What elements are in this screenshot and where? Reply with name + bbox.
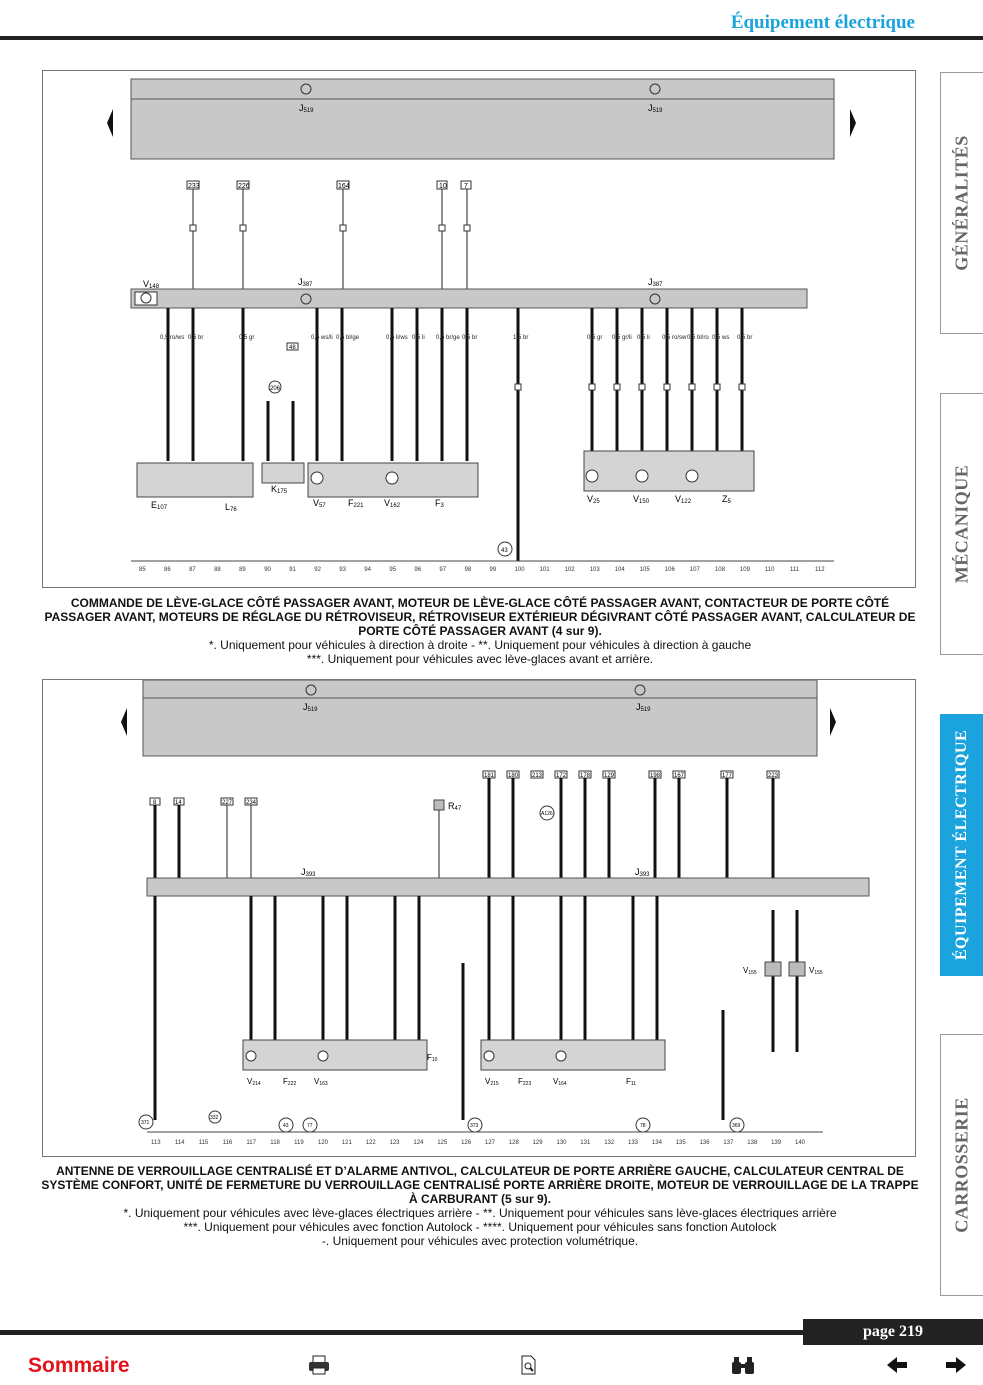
ruler-numbers bbox=[151, 1140, 806, 1146]
module-j393 bbox=[147, 878, 869, 896]
svg-text:F222: F222 bbox=[283, 1077, 297, 1087]
svg-text:F11: F11 bbox=[626, 1077, 637, 1087]
caption-1-note-1: *. Uniquement pour véhicules à direction à droite - **. Uniquement pour véhicules à direction à gauche bbox=[208, 638, 752, 652]
caption-1-note-2: ***. Uniquement pour véhicules avec lève-glaces avant et arrière. bbox=[306, 652, 654, 666]
svg-text:226: 226 bbox=[238, 183, 250, 190]
ruler-number: 100 bbox=[514, 567, 525, 573]
ruler-number: 109 bbox=[739, 567, 750, 573]
svg-text:369: 369 bbox=[732, 1123, 741, 1129]
ruler-number: 111 bbox=[790, 567, 800, 573]
wiring-diagram-2 bbox=[42, 679, 916, 1157]
ruler-number: 107 bbox=[689, 567, 700, 573]
ruler-number: 118 bbox=[270, 1140, 280, 1146]
ruler-number: 128 bbox=[508, 1140, 519, 1146]
svg-text:8: 8 bbox=[153, 800, 157, 806]
svg-text:0,5 gr: 0,5 gr bbox=[587, 335, 603, 341]
ruler-number: 95 bbox=[389, 567, 397, 573]
ruler-number: 117 bbox=[246, 1140, 256, 1146]
ruler-number: 136 bbox=[699, 1140, 710, 1146]
svg-text:164: 164 bbox=[338, 183, 350, 190]
caption-diagram-1 bbox=[40, 596, 920, 666]
ruler-number: 90 bbox=[264, 567, 271, 573]
svg-text:0,5 ws: 0,5 ws bbox=[712, 335, 730, 341]
svg-text:F223: F223 bbox=[518, 1077, 532, 1087]
diagram-prev-arrow[interactable] bbox=[121, 708, 127, 736]
svg-text:K175: K175 bbox=[271, 484, 288, 495]
arrow-right-icon[interactable] bbox=[944, 1354, 970, 1378]
ref-a126-label: A126 bbox=[541, 811, 553, 817]
ruler-number: 110 bbox=[764, 567, 775, 573]
svg-text:227: 227 bbox=[222, 800, 233, 806]
svg-text:213: 213 bbox=[532, 773, 543, 779]
svg-text:0,5 br: 0,5 br bbox=[188, 335, 204, 341]
ruler-number: 105 bbox=[639, 567, 650, 573]
svg-text:L76: L76 bbox=[225, 502, 237, 513]
svg-text:0,5 gr/li: 0,5 gr/li bbox=[612, 335, 632, 341]
svg-text:0,5 br: 0,5 br bbox=[737, 335, 753, 341]
ruler-number: 124 bbox=[413, 1140, 424, 1146]
svg-text:233: 233 bbox=[188, 183, 200, 190]
svg-text:178: 178 bbox=[580, 773, 591, 779]
ruler-number: 102 bbox=[564, 567, 575, 573]
ruler-number: 88 bbox=[214, 567, 221, 573]
svg-text:0,5 bl/ro: 0,5 bl/ro bbox=[687, 335, 709, 341]
wiring-diagram-1 bbox=[42, 70, 916, 588]
svg-text:0,5 br/ge: 0,5 br/ge bbox=[436, 335, 460, 341]
ruler-number: 138 bbox=[747, 1140, 758, 1146]
ground-ref-43-label: 43 bbox=[501, 548, 508, 554]
wire-labels bbox=[160, 335, 752, 341]
ruler-number: 92 bbox=[314, 567, 321, 573]
ruler-number: 91 bbox=[289, 567, 296, 573]
svg-text:0,5 ro/sw: 0,5 ro/sw bbox=[662, 335, 687, 341]
svg-text:1,5 br: 1,5 br bbox=[513, 335, 529, 341]
label-j519-right: J519 bbox=[636, 702, 651, 713]
label-v148: V148 bbox=[143, 279, 160, 290]
wiring-diagram-2-svg bbox=[43, 680, 915, 1156]
component-lock-box-left bbox=[243, 1040, 427, 1070]
ruler-number: 126 bbox=[461, 1140, 472, 1146]
svg-text:198: 198 bbox=[650, 773, 661, 779]
svg-text:V155: V155 bbox=[743, 966, 757, 976]
ruler-number: 116 bbox=[222, 1140, 233, 1146]
bottom-ref-labels bbox=[141, 1115, 741, 1129]
page-number: page 219 bbox=[803, 1319, 983, 1345]
ruler-number: 132 bbox=[604, 1140, 615, 1146]
label-j387-left: J387 bbox=[298, 277, 313, 288]
label-j519-left: J519 bbox=[299, 103, 314, 114]
ruler-number: 131 bbox=[580, 1140, 591, 1146]
svg-text:234: 234 bbox=[246, 800, 257, 806]
svg-text:V162: V162 bbox=[384, 498, 401, 509]
module-j519 bbox=[131, 79, 834, 159]
svg-text:167: 167 bbox=[674, 773, 685, 779]
side-tab-carrosserie[interactable] bbox=[940, 1034, 983, 1296]
svg-text:V25: V25 bbox=[587, 494, 600, 505]
side-tab-equipement-electrique[interactable] bbox=[940, 714, 983, 976]
svg-text:0,5 ws/li: 0,5 ws/li bbox=[311, 335, 333, 341]
svg-text:177: 177 bbox=[722, 773, 733, 779]
ruler-numbers bbox=[139, 567, 825, 573]
component-k175-box bbox=[262, 463, 304, 483]
component-lock-box-right bbox=[481, 1040, 665, 1070]
svg-text:Z5: Z5 bbox=[722, 494, 731, 505]
label-j393-right: J393 bbox=[635, 867, 650, 878]
caption-2-note-2: ***. Uniquement pour véhicules avec fonction Autolock - ****. Uniquement pour véhicules sans fonction Autolock bbox=[183, 1220, 777, 1234]
ruler-number: 103 bbox=[589, 567, 600, 573]
svg-text:V155: V155 bbox=[809, 966, 823, 976]
svg-text:0,5 bl/ge: 0,5 bl/ge bbox=[336, 335, 360, 341]
ruler-number: 140 bbox=[795, 1140, 806, 1146]
ref-48-label: 48 bbox=[289, 345, 296, 351]
svg-text:7: 7 bbox=[464, 183, 468, 190]
svg-text:180: 180 bbox=[508, 773, 519, 779]
svg-text:10: 10 bbox=[439, 183, 447, 190]
caption-diagram-2 bbox=[40, 1164, 920, 1248]
svg-text:373: 373 bbox=[470, 1123, 479, 1129]
ruler-number: 108 bbox=[714, 567, 725, 573]
printer-icon[interactable] bbox=[307, 1354, 333, 1378]
svg-text:332: 332 bbox=[210, 1115, 219, 1121]
svg-text:V214: V214 bbox=[247, 1077, 261, 1087]
svg-text:F10: F10 bbox=[427, 1053, 438, 1063]
side-tab-equipement-label: ÉQUIPEMENT ÉLECTRIQUE bbox=[953, 729, 970, 961]
diagram-prev-arrow[interactable] bbox=[107, 109, 113, 137]
svg-text:371: 371 bbox=[141, 1120, 150, 1126]
ruler-number: 122 bbox=[365, 1140, 376, 1146]
svg-text:V122: V122 bbox=[675, 494, 692, 505]
ruler-number: 97 bbox=[439, 567, 447, 573]
label-j519-right: J519 bbox=[648, 103, 663, 114]
component-motor-box bbox=[584, 451, 754, 491]
ruler-number: 137 bbox=[723, 1140, 734, 1146]
ruler-number: 139 bbox=[771, 1140, 782, 1146]
label-j393-left: J393 bbox=[301, 867, 316, 878]
ruler-number: 94 bbox=[364, 567, 371, 573]
svg-text:43: 43 bbox=[283, 1123, 289, 1129]
side-tab-generalites-label: GÉNÉRALITÉS bbox=[951, 135, 972, 271]
ruler-number: 119 bbox=[294, 1140, 304, 1146]
svg-text:223: 223 bbox=[768, 773, 779, 779]
ruler-number: 89 bbox=[239, 567, 246, 573]
svg-text:V163: V163 bbox=[314, 1077, 328, 1087]
ruler-number: 130 bbox=[556, 1140, 567, 1146]
component-switch-box bbox=[137, 463, 253, 497]
label-j519-left: J519 bbox=[303, 702, 318, 713]
label-r47: R47 bbox=[448, 801, 462, 812]
caption-2-title: ANTENNE DE VERROUILLAGE CENTRALISÉ ET D’ALARME ANTIVOL, CALCULATEUR DE PORTE ARRIÈRE GAUCHE, CALCULATEUR CENTRAL DE SYSTÈME CONFORT, UNITÉ DE FERMETURE DU VERROUILLAGE CENTRALISÉ PORTE ARRIÈRE DROITE, MOTEUR DE VERROUILLAGE DE LA TRAPPE À CARBURANT (5 sur 9). bbox=[41, 1164, 919, 1206]
svg-text:129: 129 bbox=[604, 773, 615, 779]
arrow-left-icon[interactable] bbox=[885, 1354, 911, 1378]
svg-text:E107: E107 bbox=[151, 500, 168, 511]
svg-text:172: 172 bbox=[556, 773, 567, 779]
svg-text:F221: F221 bbox=[348, 498, 364, 509]
ruler-number: 125 bbox=[437, 1140, 448, 1146]
ruler-number: 134 bbox=[651, 1140, 662, 1146]
bottom-ref-circles bbox=[139, 1111, 744, 1132]
svg-text:F3: F3 bbox=[435, 498, 444, 509]
document-search-icon[interactable] bbox=[518, 1354, 544, 1378]
ruler-number: 101 bbox=[539, 567, 550, 573]
binoculars-icon[interactable] bbox=[730, 1354, 756, 1378]
ref-206-label: 206 bbox=[270, 386, 281, 392]
ruler-number: 96 bbox=[414, 567, 422, 573]
diagram-next-arrow[interactable] bbox=[850, 109, 856, 137]
ruler-number: 135 bbox=[675, 1140, 686, 1146]
ruler-number: 123 bbox=[389, 1140, 400, 1146]
ruler-number: 114 bbox=[174, 1140, 185, 1146]
sommaire-link[interactable]: Sommaire bbox=[28, 1354, 130, 1377]
svg-text:V164: V164 bbox=[553, 1077, 567, 1087]
svg-text:77: 77 bbox=[307, 1123, 313, 1129]
svg-text:V215: V215 bbox=[485, 1077, 499, 1087]
page-header-title: Équipement électrique bbox=[730, 12, 915, 33]
header-rule bbox=[0, 36, 983, 40]
svg-text:181: 181 bbox=[484, 773, 495, 779]
ruler-number: 120 bbox=[318, 1140, 329, 1146]
ruler-number: 129 bbox=[532, 1140, 543, 1146]
ruler-number: 85 bbox=[139, 567, 146, 573]
diagram-next-arrow[interactable] bbox=[830, 708, 836, 736]
caption-2-note-3: -. Uniquement pour véhicules avec protection volumétrique. bbox=[321, 1234, 639, 1248]
side-tab-generalites[interactable] bbox=[940, 72, 983, 334]
module-j519 bbox=[143, 680, 817, 756]
svg-text:0,5 br: 0,5 br bbox=[462, 335, 478, 341]
ruler-number: 133 bbox=[628, 1140, 639, 1146]
ref-box-group bbox=[150, 771, 779, 806]
module-j387 bbox=[131, 289, 807, 308]
ruler-number: 98 bbox=[464, 567, 472, 573]
ruler-number: 99 bbox=[489, 567, 497, 573]
ruler-number: 115 bbox=[198, 1140, 209, 1146]
ruler-number: 86 bbox=[164, 567, 171, 573]
svg-text:V150: V150 bbox=[633, 494, 650, 505]
ruler-number: 93 bbox=[339, 567, 346, 573]
label-j387-right: J387 bbox=[648, 277, 663, 288]
caption-1-title: COMMANDE DE LÈVE-GLACE CÔTÉ PASSAGER AVANT, MOTEUR DE LÈVE-GLACE CÔTÉ PASSAGER AVANT, CONTACTEUR DE PORTE CÔTÉ PASSAGER AVANT, MOTEURS DE RÉGLAGE DU RÉTROVISEUR, RÉTROVISEUR EXTÉRIEUR DÉGIVRANT CÔTÉ PASSAGER AVANT, CALCULATEUR DE PORTE CÔTÉ PASSAGER AVANT (4 sur 9). bbox=[44, 596, 916, 638]
svg-text:0,5 gr: 0,5 gr bbox=[239, 335, 255, 341]
ruler-number: 121 bbox=[341, 1140, 352, 1146]
side-tab-mecanique[interactable] bbox=[940, 393, 983, 655]
caption-2-note-1: *. Uniquement pour véhicules avec lève-glaces électriques arrière - **. Uniquement pour véhicules sans lève-glaces électriques arrière bbox=[123, 1206, 837, 1220]
side-tab-carrosserie-label: CARROSSERIE bbox=[951, 1097, 972, 1233]
ref-box-group bbox=[187, 181, 471, 190]
ruler-number: 112 bbox=[815, 567, 825, 573]
svg-text:0,5 li: 0,5 li bbox=[637, 335, 650, 341]
svg-text:78: 78 bbox=[640, 1123, 646, 1129]
ruler-number: 106 bbox=[664, 567, 675, 573]
svg-text:V57: V57 bbox=[313, 498, 326, 509]
ruler-number: 87 bbox=[189, 567, 196, 573]
svg-text:0,5 li/ws: 0,5 li/ws bbox=[386, 335, 408, 341]
ruler-number: 127 bbox=[484, 1140, 495, 1146]
side-tab-mecanique-label: MÉCANIQUE bbox=[951, 464, 972, 584]
ruler-number: 104 bbox=[614, 567, 625, 573]
svg-text:0,5 li: 0,5 li bbox=[412, 335, 425, 341]
ruler-number: 113 bbox=[151, 1140, 161, 1146]
svg-text:0,5 ro/ws: 0,5 ro/ws bbox=[160, 335, 185, 341]
wiring-diagram-1-svg bbox=[43, 71, 915, 587]
svg-text:14: 14 bbox=[175, 800, 182, 806]
